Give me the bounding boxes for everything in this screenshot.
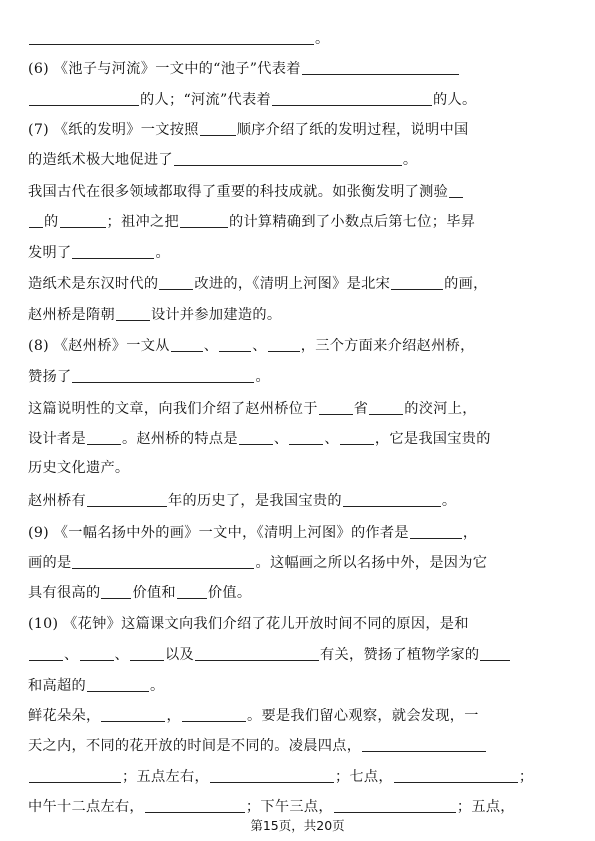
answer-blank[interactable] bbox=[239, 430, 273, 445]
question-text: (6) 《池子与河流》一文中的“池子”代表着 bbox=[28, 61, 301, 78]
text-line bbox=[28, 646, 573, 662]
answer-blank[interactable] bbox=[369, 400, 403, 415]
question-text: 的 bbox=[44, 214, 59, 231]
text-line bbox=[28, 337, 573, 353]
answer-blank[interactable] bbox=[101, 584, 131, 599]
question-text: 、 bbox=[114, 647, 129, 664]
answer-blank[interactable] bbox=[362, 737, 486, 752]
question-text: 。 bbox=[255, 368, 270, 385]
text-line bbox=[28, 616, 573, 632]
answer-blank[interactable] bbox=[200, 121, 236, 136]
question-text: 。 bbox=[441, 492, 457, 509]
text-line bbox=[28, 183, 573, 199]
text-line bbox=[28, 368, 573, 384]
answer-blank[interactable] bbox=[410, 524, 462, 539]
answer-blank[interactable] bbox=[87, 492, 167, 507]
question-text: 以及 bbox=[165, 647, 194, 664]
answer-blank[interactable] bbox=[101, 707, 165, 722]
answer-blank[interactable] bbox=[29, 646, 63, 661]
text-line bbox=[28, 244, 573, 260]
page-number-footer: 第15页，共20页 bbox=[250, 818, 345, 833]
answer-blank[interactable] bbox=[180, 213, 228, 228]
question-text: 的人。 bbox=[433, 91, 477, 108]
answer-blank[interactable] bbox=[72, 244, 154, 259]
text-line bbox=[28, 151, 573, 167]
answer-blank[interactable] bbox=[302, 60, 459, 75]
question-text: 的洨河上， bbox=[404, 400, 477, 417]
text-line bbox=[28, 492, 573, 508]
text-line bbox=[28, 524, 573, 540]
question-text: ，它是我国宝贵的 bbox=[374, 430, 491, 447]
question-text: 、 bbox=[64, 647, 79, 664]
text-line bbox=[28, 60, 573, 76]
answer-blank[interactable] bbox=[80, 646, 114, 661]
question-text: 造纸术是东汉时代的 bbox=[28, 276, 159, 293]
question-text: 价值和 bbox=[132, 585, 176, 602]
question-text: (8) 《赵州桥》一文从 bbox=[28, 338, 170, 355]
question-text: 年的历史了，是我国宝贵的 bbox=[167, 492, 342, 509]
answer-blank[interactable] bbox=[343, 492, 441, 507]
question-text: 发明了 bbox=[28, 244, 72, 261]
question-text: 。这幅画之所以名扬中外，是因为它 bbox=[255, 555, 488, 572]
question-text: 鲜花朵朵， bbox=[28, 708, 101, 725]
answer-blank[interactable] bbox=[391, 275, 443, 290]
question-text: ；下午三点， bbox=[245, 798, 333, 815]
text-line bbox=[28, 584, 573, 600]
answer-blank[interactable] bbox=[159, 275, 193, 290]
question-text: 省 bbox=[353, 400, 369, 417]
question-text: 。要是我们留心观察，就会发现，一 bbox=[246, 708, 479, 725]
question-text: 的人；“河流”代表着 bbox=[140, 91, 272, 108]
text-line bbox=[28, 768, 573, 784]
answer-blank[interactable] bbox=[60, 213, 106, 228]
answer-blank[interactable] bbox=[195, 646, 319, 661]
question-text: 有关，赞扬了植物学家的 bbox=[319, 647, 480, 664]
answer-blank[interactable] bbox=[334, 798, 456, 813]
question-text: (10) 《花钟》这篇课文向我们介绍了花儿开放时间不同的原因，是和 bbox=[28, 616, 469, 633]
text-line bbox=[28, 707, 573, 723]
text-line bbox=[28, 121, 573, 137]
answer-blank[interactable] bbox=[145, 798, 245, 813]
question-text: 的造纸术极大地促进了 bbox=[28, 152, 173, 169]
question-text: 中午十二点左右， bbox=[28, 798, 144, 815]
question-text: ；五点， bbox=[456, 798, 515, 815]
question-text: ；祖冲之把 bbox=[106, 214, 179, 231]
answer-blank[interactable] bbox=[116, 306, 150, 321]
answer-blank[interactable] bbox=[268, 337, 300, 352]
answer-blank[interactable] bbox=[449, 183, 463, 198]
question-text: 画的是 bbox=[28, 555, 72, 572]
question-text: 改进的，《清明上河图》是北宋 bbox=[194, 276, 391, 293]
text-line bbox=[28, 677, 573, 693]
answer-blank[interactable] bbox=[29, 91, 139, 106]
text-line bbox=[28, 460, 573, 476]
answer-blank[interactable] bbox=[174, 151, 402, 166]
answer-blank[interactable] bbox=[289, 430, 323, 445]
question-text: ； bbox=[518, 768, 534, 785]
question-text: ， bbox=[462, 524, 478, 541]
worksheet-page bbox=[28, 30, 573, 828]
question-text: 、 bbox=[273, 430, 289, 447]
text-line bbox=[28, 91, 573, 107]
answer-blank[interactable] bbox=[480, 646, 510, 661]
text-line bbox=[28, 400, 573, 416]
answer-blank[interactable] bbox=[171, 337, 203, 352]
text-line bbox=[28, 275, 573, 291]
question-text: 顺序介绍了纸的发明过程，说明中国 bbox=[236, 121, 469, 138]
answer-blank[interactable] bbox=[272, 91, 432, 106]
question-text: 。 bbox=[315, 31, 330, 47]
text-line bbox=[28, 213, 573, 229]
question-text: 天之内，不同的花开放的时间是不同的。凌晨四点， bbox=[28, 738, 362, 755]
answer-blank[interactable] bbox=[29, 213, 43, 228]
question-text: 赞扬了 bbox=[28, 368, 72, 385]
question-text: 赵州桥有 bbox=[28, 492, 86, 509]
question-text: 、 bbox=[203, 338, 219, 355]
answer-blank[interactable] bbox=[319, 400, 353, 415]
question-text: ，三个方面来介绍赵州桥， bbox=[300, 338, 475, 355]
answer-blank[interactable] bbox=[72, 554, 254, 569]
question-text: 和高超的 bbox=[28, 677, 86, 694]
question-text: 具有很高的 bbox=[28, 585, 101, 602]
question-text: (7) 《纸的发明》一文按照 bbox=[28, 121, 199, 138]
answer-blank[interactable] bbox=[219, 337, 251, 352]
answer-blank[interactable] bbox=[130, 646, 164, 661]
question-text: 设计并参加建造的。 bbox=[150, 306, 282, 323]
answer-blank[interactable] bbox=[87, 430, 121, 445]
answer-blank[interactable] bbox=[72, 368, 254, 383]
question-text: (9) 《一幅名扬中外的画》一文中，《清明上河图》的作者是 bbox=[28, 524, 409, 541]
answer-blank[interactable] bbox=[29, 30, 314, 45]
question-text: 赵州桥是隋朝 bbox=[28, 306, 115, 323]
question-text: 的计算精确到了小数点后第七位；毕昇 bbox=[228, 214, 476, 231]
text-line bbox=[28, 430, 573, 446]
text-line bbox=[28, 306, 573, 322]
question-text: ， bbox=[166, 708, 181, 725]
question-text: 。 bbox=[155, 244, 170, 261]
text-line bbox=[28, 737, 573, 753]
question-text: 、 bbox=[252, 338, 267, 355]
question-text: ；五点左右， bbox=[122, 768, 209, 785]
question-text: 。 bbox=[402, 152, 418, 169]
question-text: 这篇说明性的文章，向我们介绍了赵州桥位于 bbox=[28, 400, 318, 417]
answer-blank[interactable] bbox=[182, 707, 246, 722]
answer-blank[interactable] bbox=[87, 677, 149, 692]
text-line bbox=[28, 30, 573, 46]
question-text: 价值。 bbox=[207, 585, 252, 602]
question-text: 我国古代在很多领域都取得了重要的科技成就。如张衡发明了测验 bbox=[28, 183, 449, 200]
question-text: 。 bbox=[149, 677, 165, 694]
answer-blank[interactable] bbox=[29, 768, 121, 783]
answer-blank[interactable] bbox=[210, 768, 334, 783]
text-line bbox=[28, 554, 573, 570]
question-text: 。赵州桥的特点是 bbox=[121, 430, 238, 447]
question-text: 、 bbox=[324, 430, 339, 447]
question-text: 历史文化遗产。 bbox=[28, 460, 130, 477]
question-text: 设计者是 bbox=[28, 430, 86, 447]
text-line bbox=[28, 798, 573, 814]
question-text: 的画， bbox=[444, 276, 488, 293]
question-text: ；七点， bbox=[334, 768, 393, 785]
answer-blank[interactable] bbox=[340, 430, 374, 445]
answer-blank[interactable] bbox=[177, 584, 207, 599]
answer-blank[interactable] bbox=[394, 768, 518, 783]
